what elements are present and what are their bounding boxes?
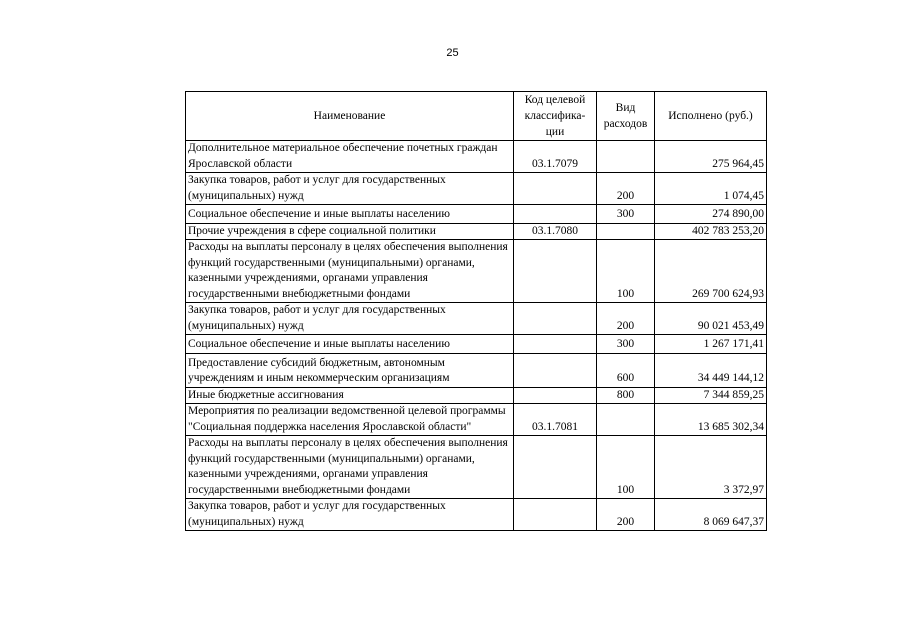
page-number: 25 [446,47,459,59]
row-name: Закупка товаров, работ и услуг для государственных (муниципальных) нужд [186,499,514,531]
table-row [186,173,767,205]
row-code: 03.1.7080 [514,223,597,240]
row-name: Закупка товаров, работ и услуг для государственных (муниципальных) нужд [186,303,514,335]
row-code [514,173,597,205]
row-sum: 90 021 453,49 [655,303,767,335]
row-sum: 1 267 171,41 [655,335,767,354]
row-sum: 3 372,97 [655,436,767,499]
row-sum: 402 783 253,20 [655,223,767,240]
table-row [186,205,767,224]
row-sum: 269 700 624,93 [655,240,767,303]
row-sum: 274 890,00 [655,205,767,224]
row-code [514,436,597,499]
table-row [186,353,767,387]
row-type: 200 [597,303,655,335]
row-name: Расходы на выплаты персоналу в целях обеспечения выполнения функций государственными (муниципальными) органами, казенными учреждениями, органами управления государственными внебюджетными фондами [186,436,514,499]
row-code [514,240,597,303]
row-type: 100 [597,436,655,499]
row-sum: 8 069 647,37 [655,499,767,531]
row-type [597,141,655,173]
row-code [514,387,597,404]
row-name: Предоставление субсидий бюджетным, автономным учреждениям и иным некоммерческим организациям [186,353,514,387]
row-name: Прочие учреждения в сфере социальной политики [186,223,514,240]
table-row [186,436,767,499]
table-row [186,499,767,531]
row-code [514,205,597,224]
table-row [186,141,767,173]
table-row [186,387,767,404]
table-row [186,303,767,335]
header-sum: Исполнено (руб.) [655,92,767,141]
row-name: Мероприятия по реализации ведомственной целевой программы "Социальная поддержка населения Ярославской области" [186,404,514,436]
row-type [597,404,655,436]
row-sum: 34 449 144,12 [655,353,767,387]
row-sum: 275 964,45 [655,141,767,173]
row-code [514,303,597,335]
row-code [514,335,597,354]
table-row [186,240,767,303]
row-type: 300 [597,205,655,224]
row-name: Социальное обеспечение и иные выплаты населению [186,205,514,224]
row-name: Расходы на выплаты персоналу в целях обеспечения выполнения функций государственными (муниципальными) органами, казенными учреждениями, органами управления государственными внебюджетными фондами [186,240,514,303]
row-sum: 13 685 302,34 [655,404,767,436]
table-header-row [186,92,767,141]
row-name: Социальное обеспечение и иные выплаты населению [186,335,514,354]
row-sum: 1 074,45 [655,173,767,205]
row-type: 800 [597,387,655,404]
row-type [597,223,655,240]
row-type: 200 [597,499,655,531]
header-type: Вид расходов [597,92,655,141]
row-code: 03.1.7079 [514,141,597,173]
row-name: Закупка товаров, работ и услуг для государственных (муниципальных) нужд [186,173,514,205]
table-row [186,404,767,436]
header-code: Код целевой классифика-ции [514,92,597,141]
table-row [186,223,767,240]
table-row [186,335,767,354]
row-name: Иные бюджетные ассигнования [186,387,514,404]
header-name: Наименование [186,92,514,141]
row-type: 600 [597,353,655,387]
row-code [514,499,597,531]
expenditure-table [185,91,767,531]
row-code: 03.1.7081 [514,404,597,436]
row-type: 300 [597,335,655,354]
row-type: 200 [597,173,655,205]
row-type: 100 [597,240,655,303]
row-sum: 7 344 859,25 [655,387,767,404]
row-code [514,353,597,387]
row-name: Дополнительное материальное обеспечение почетных граждан Ярославской области [186,141,514,173]
